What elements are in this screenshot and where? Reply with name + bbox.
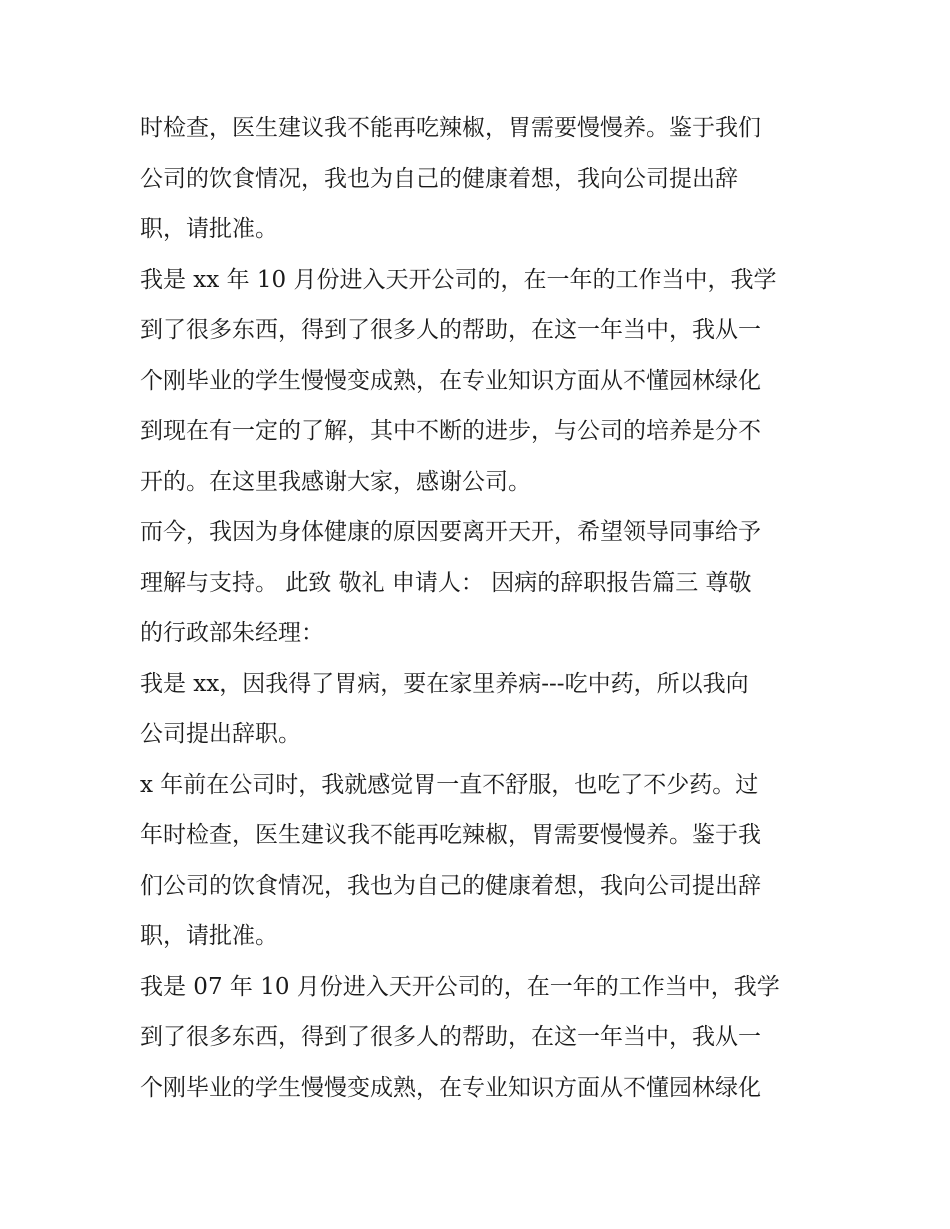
text-line: 职，请批准。	[140, 923, 278, 949]
text-line: x 年前在公司时，我就感觉胃一直不舒服，也吃了不少药。过	[140, 771, 759, 798]
text-line: 们公司的饮食情况，我也为自己的健康着想，我向公司提出辞	[140, 872, 761, 899]
text-line: 开的。在这里我感谢大家，感谢公司。	[140, 468, 531, 495]
text-line: 我是 07 年 10 月份进入天开公司的，在一年的工作当中，我学	[140, 973, 780, 1000]
text-line: 公司提出辞职。	[140, 721, 301, 747]
text-line: 到了很多东西，得到了很多人的帮助，在这一年当中，我从一	[140, 1024, 761, 1050]
text-line: 理解与支持。 此致 敬礼 申请人： 因病的辞职报告篇三 尊敬	[140, 569, 752, 596]
text-line: 个刚毕业的学生慢慢变成熟，在专业知识方面从不懂园林绿化	[140, 1074, 761, 1101]
text-line: 公司的饮食情况，我也为自己的健康着想，我向公司提出辞	[140, 165, 738, 192]
text-line: 到现在有一定的了解，其中不断的进步，与公司的培养是分不	[140, 418, 761, 444]
text-line: 我是 xx，因我得了胃病，要在家里养病---吃中药，所以我向	[140, 670, 749, 697]
text-line: 到了很多东西，得到了很多人的帮助，在这一年当中，我从一	[140, 317, 761, 343]
text-line: 而今，我因为身体健康的原因要离开天开，希望领导同事给予	[140, 519, 761, 545]
text-line: 职，请批准。	[140, 216, 278, 242]
text-line: 年时检查，医生建议我不能再吃辣椒，胃需要慢慢养。鉴于我	[140, 822, 761, 848]
document-body	[140, 103, 812, 1113]
text-line: 个刚毕业的学生慢慢变成熟，在专业知识方面从不懂园林绿化	[140, 367, 761, 394]
text-line: 的行政部朱经理：	[140, 620, 324, 646]
text-line: 时检查，医生建议我不能再吃辣椒，胃需要慢慢养。鉴于我们	[140, 115, 761, 141]
text-line: 我是 xx 年 10 月份进入天开公司的，在一年的工作当中，我学	[140, 266, 777, 293]
